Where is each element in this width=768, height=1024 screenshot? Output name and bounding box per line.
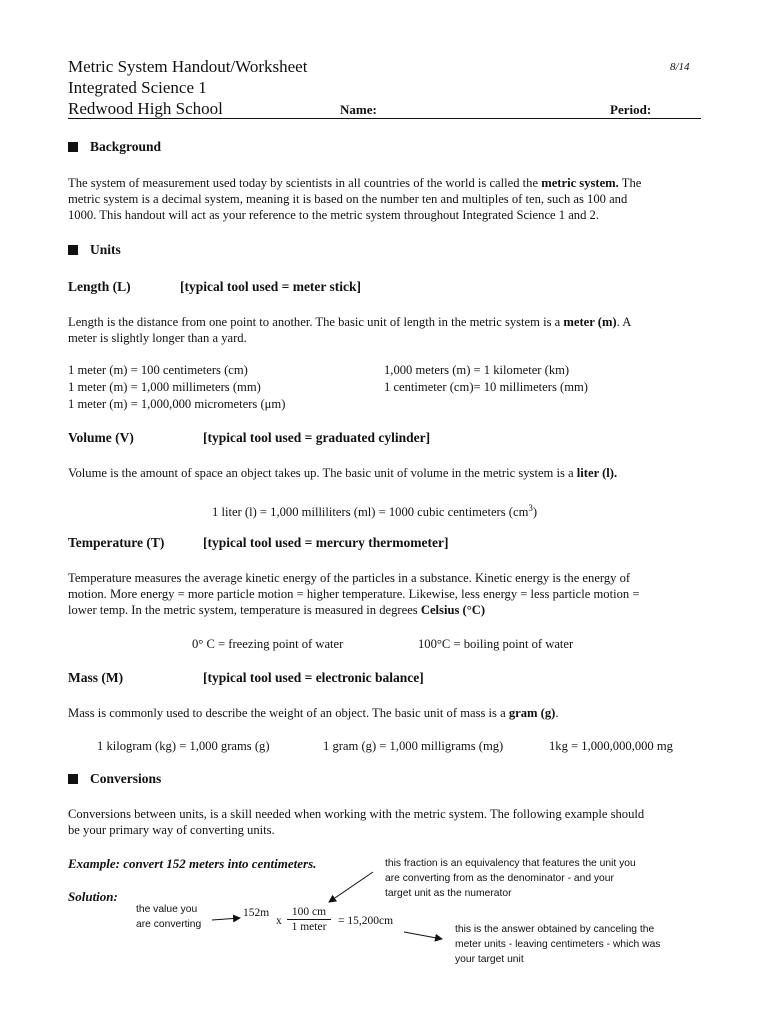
length-equivalence: 1 meter (m) = 1,000 millimeters (mm) bbox=[68, 380, 261, 394]
mass-title: Mass (M) bbox=[68, 670, 124, 685]
conversions-paragraph-line-1: Conversions between units, is a skill needed when working with the metric system. The following example should bbox=[68, 807, 645, 821]
volume-equivalence: 1 liter (l) = 1,000 milliliters (ml) = 1000 cubic centimeters $(cm^3)$ bbox=[212, 503, 538, 520]
background-paragraph-line-3: 1000. This handout will act as your reference to the metric system throughout Integrated Science 1 and 2. bbox=[68, 208, 599, 222]
name-label: Name: bbox=[340, 102, 377, 117]
background-paragraph-line-2: metric system is a decimal system, meaning it is based on the number ten and multiples of ten, such as 100 and bbox=[68, 192, 628, 206]
temperature-boiling: 100°C = boiling point of water bbox=[418, 637, 574, 651]
section-conversions-heading: Conversions bbox=[68, 771, 161, 787]
volume-paragraph: Volume is the amount of space an object takes up. The basic unit of volume in the metric system is a liter (l). bbox=[68, 466, 618, 480]
fraction-note: this fraction is an equivalency that features the unit you are converting from as the denominator - and your target unit as the numerator bbox=[385, 858, 636, 899]
equation-result: = 15,200cm bbox=[338, 915, 394, 927]
temperature-paragraph-line-3: lower temp. In the metric system, temperature is measured in degrees Celsius (°C) bbox=[68, 603, 486, 617]
answer-note: this is the answer obtained by canceling the meter units - leaving centimeters - which was your target unit bbox=[455, 924, 661, 965]
mass-equivalence: 1kg = 1,000,000,000 mg bbox=[549, 739, 673, 753]
fraction-numerator: 100 cm bbox=[291, 906, 327, 918]
temperature-paragraph-line-2: motion. More energy = more particle motion = higher temperature. Likewise, less energy = less particle motion = bbox=[68, 587, 640, 601]
length-paragraph-line-1: Length is the distance from one point to another. The basic unit of length in the metric system is a meter (m). A bbox=[68, 315, 632, 329]
section-background-heading: Background bbox=[68, 139, 161, 155]
equation-times: x bbox=[276, 915, 282, 927]
document-date: 8/14 bbox=[670, 61, 690, 73]
length-equivalence: 1 meter (m) = 100 centimeters (cm) bbox=[68, 363, 248, 377]
fraction-arrow-icon bbox=[329, 872, 373, 902]
volume-title: Volume (V) bbox=[68, 430, 134, 445]
example-label: Example: convert 152 meters into centimeters. bbox=[68, 856, 317, 871]
length-equivalence: 1 centimeter (cm)= 10 millimeters (mm) bbox=[384, 380, 588, 394]
mass-tool: [typical tool used = electronic balance] bbox=[203, 670, 424, 685]
conversions-paragraph-line-2: be your primary way of converting units. bbox=[68, 823, 275, 837]
value-arrow-icon bbox=[212, 918, 240, 920]
length-paragraph-line-2: meter is slightly longer than a yard. bbox=[68, 331, 247, 345]
equation-value: 152m bbox=[243, 907, 270, 919]
temperature-title: Temperature (T) bbox=[68, 535, 165, 550]
school-name: Redwood High School bbox=[68, 99, 223, 118]
fraction-denominator: 1 meter bbox=[291, 921, 327, 933]
length-equivalence: 1,000 meters (m) = 1 kilometer (km) bbox=[384, 363, 570, 377]
temperature-paragraph-line-1: Temperature measures the average kinetic energy of the particles in a substance. Kinetic energy is the energy of bbox=[68, 571, 631, 585]
temperature-freezing: 0° C = freezing point of water bbox=[192, 637, 344, 651]
length-tool: [typical tool used = meter stick] bbox=[180, 279, 362, 294]
length-title: Length (L) bbox=[68, 279, 131, 294]
document-title: Metric System Handout/Worksheet bbox=[68, 57, 308, 76]
answer-arrow-icon bbox=[404, 932, 442, 939]
temperature-tool: [typical tool used = mercury thermometer] bbox=[203, 535, 449, 550]
mass-equivalence: 1 kilogram (kg) = 1,000 grams (g) bbox=[97, 739, 270, 753]
volume-tool: [typical tool used = graduated cylinder] bbox=[203, 430, 431, 445]
value-note: the value you are converting bbox=[136, 904, 202, 930]
section-units-heading: Units bbox=[68, 242, 121, 258]
background-paragraph-line-1: The system of measurement used today by scientists in all countries of the world is called the metric system. The bbox=[68, 176, 642, 190]
course-name: Integrated Science 1 bbox=[68, 78, 207, 97]
solution-label: Solution: bbox=[68, 889, 118, 904]
mass-paragraph: Mass is commonly used to describe the weight of an object. The basic unit of mass is a gram (g). bbox=[68, 706, 559, 720]
period-label: Period: bbox=[610, 102, 652, 117]
length-equivalence: 1 meter (m) = 1,000,000 micrometers (μm) bbox=[68, 397, 286, 411]
mass-equivalence: 1 gram (g) = 1,000 milligrams (mg) bbox=[323, 739, 504, 753]
